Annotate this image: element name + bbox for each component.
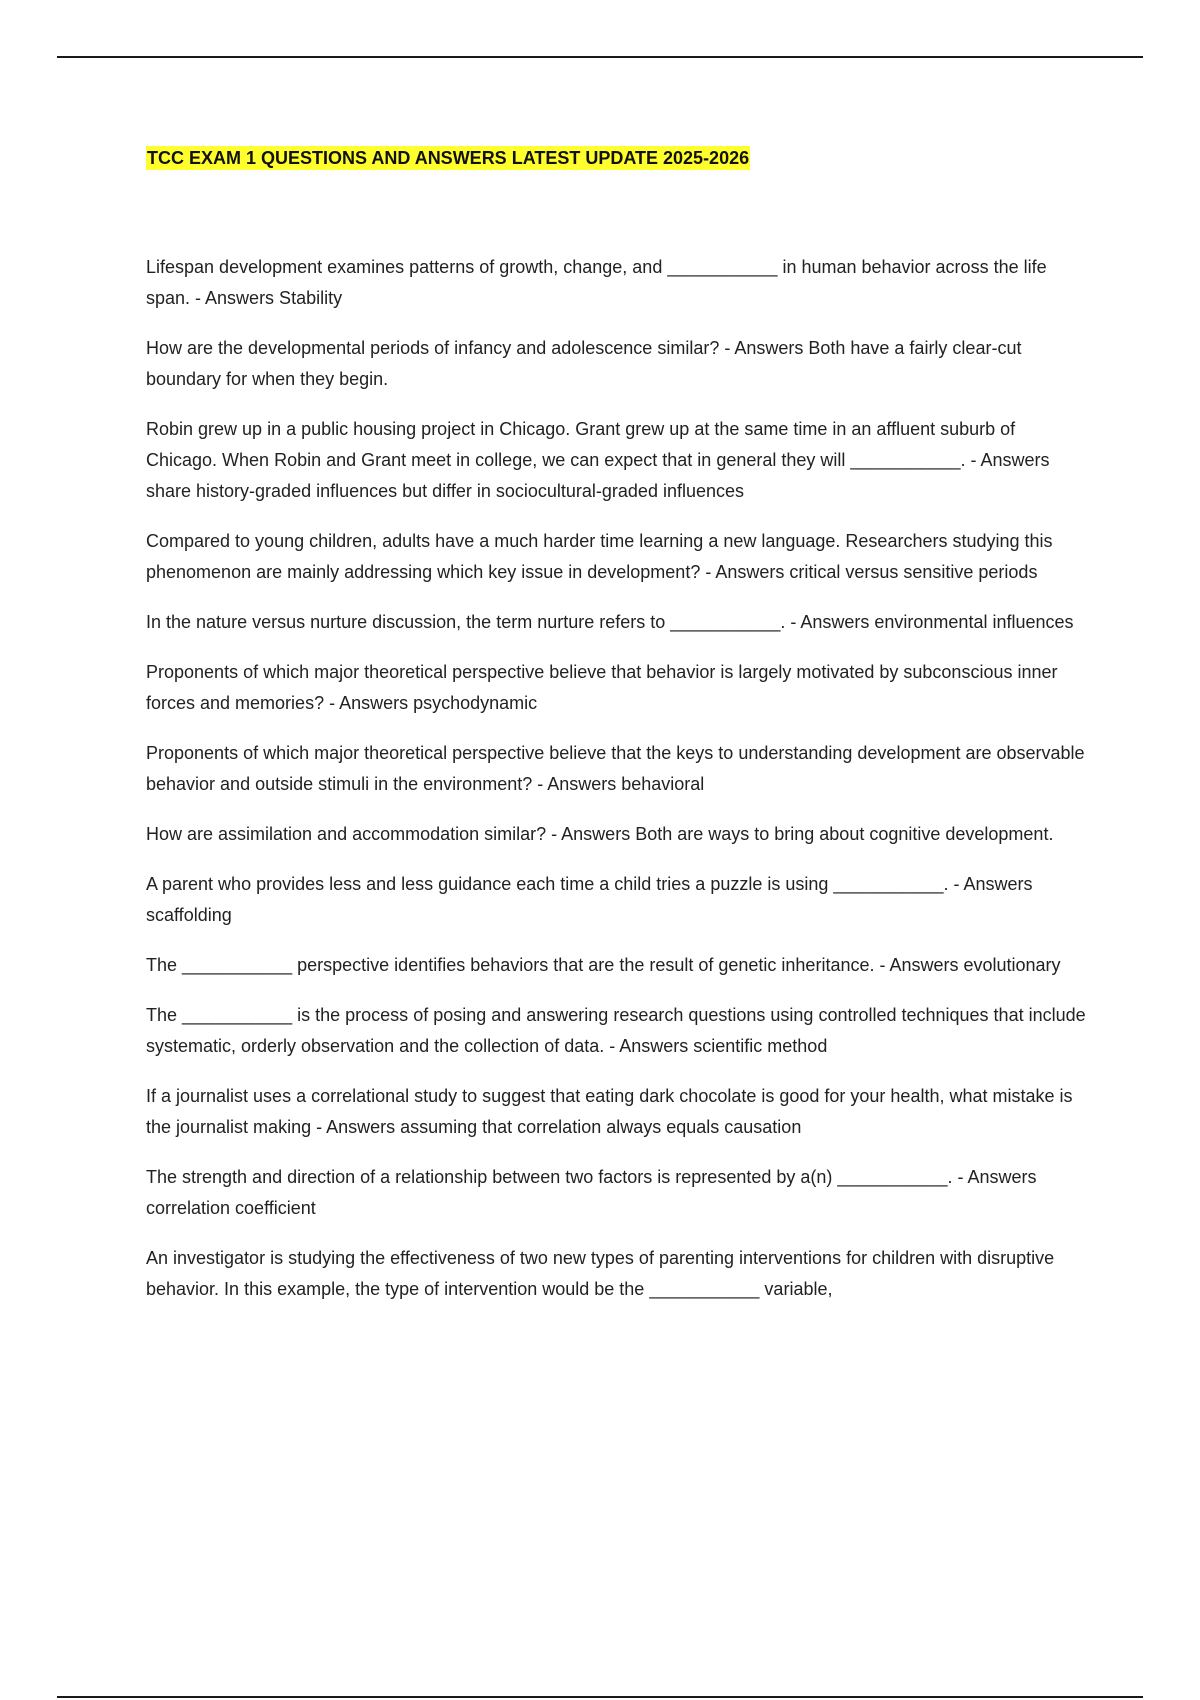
qa-item: If a journalist uses a correlational study to suggest that eating dark chocolate is good for your health, what mistake is the journalist making - Answers assuming that correlation always equals causation xyxy=(146,1086,1073,1137)
footer-rule xyxy=(57,1696,1143,1698)
qa-item: Compared to young children, adults have a much harder time learning a new language. Researchers studying this phenomenon are mainly addressing which key issue in development? - Answers critical versus sensitive periods xyxy=(146,531,1053,582)
qa-item: The ___________ is the process of posing and answering research questions using controlled techniques that include systematic, orderly observation and the collection of data. - Answers scientific method xyxy=(146,1005,1086,1056)
qa-list xyxy=(146,252,1086,1305)
qa-item: An investigator is studying the effectiveness of two new types of parenting interventions for children with disruptive behavior. In this example, the type of intervention would be the ___________ variable, xyxy=(146,1248,1055,1299)
document-title: TCC EXAM 1 QUESTIONS AND ANSWERS LATEST UPDATE 2025-2026 xyxy=(147,148,750,168)
qa-item: A parent who provides less and less guidance each time a child tries a puzzle is using ___________. - Answers scaffolding xyxy=(146,874,1033,925)
qa-item: How are the developmental periods of infancy and adolescence similar? - Answers Both have a fairly clear-cut boundary for when they begin. xyxy=(146,338,1022,389)
qa-item: Proponents of which major theoretical perspective believe that behavior is largely motivated by subconscious inner forces and memories? - Answers psychodynamic xyxy=(146,662,1058,713)
document-body xyxy=(146,146,1086,1324)
qa-item: How are assimilation and accommodation similar? - Answers Both are ways to bring about cognitive development. xyxy=(146,824,1054,844)
qa-item: Robin grew up in a public housing project in Chicago. Grant grew up at the same time in an affluent suburb of Chicago. When Robin and Grant meet in college, we can expect that in general they will ___________. - Answers share history-graded influences but differ in sociocultural-graded influences xyxy=(146,419,1050,501)
qa-item: The strength and direction of a relationship between two factors is represented by a(n) ___________. - Answers correlation coefficient xyxy=(146,1167,1037,1218)
header-rule xyxy=(57,56,1143,58)
qa-item: Lifespan development examines patterns of growth, change, and ___________ in human behavior across the life span. - Answers Stability xyxy=(146,257,1047,308)
qa-item: In the nature versus nurture discussion, the term nurture refers to ___________. - Answers environmental influences xyxy=(146,612,1074,632)
qa-item: Proponents of which major theoretical perspective believe that the keys to understanding development are observable behavior and outside stimuli in the environment? - Answers behavioral xyxy=(146,743,1085,794)
qa-item: The ___________ perspective identifies behaviors that are the result of genetic inheritance. - Answers evolutionary xyxy=(146,955,1061,975)
